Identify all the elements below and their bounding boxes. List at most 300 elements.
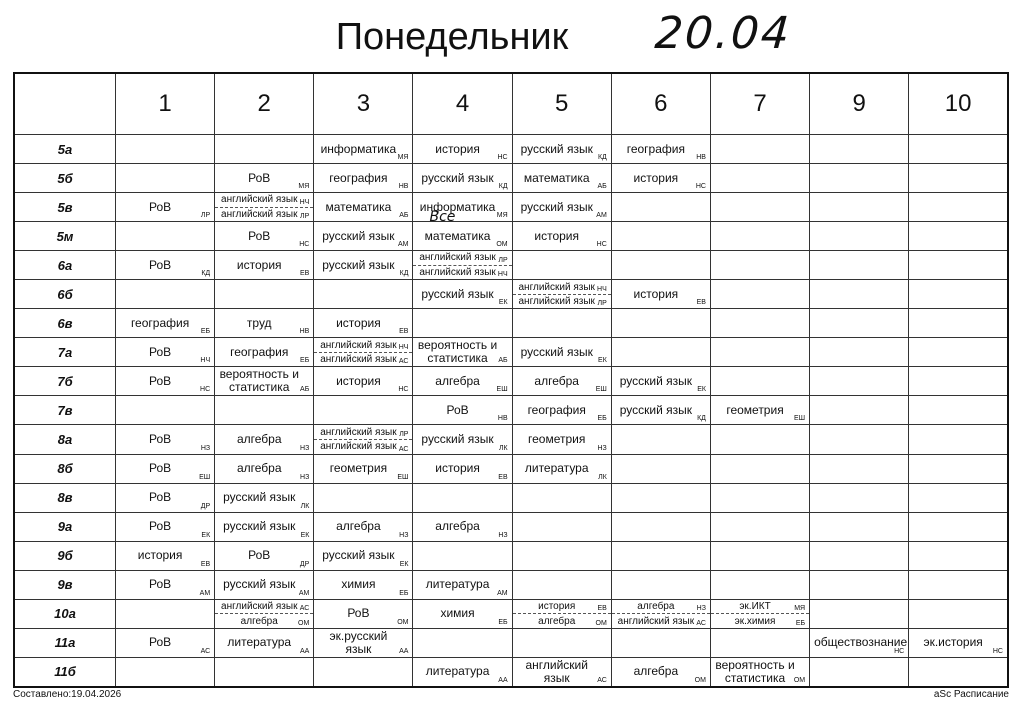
lesson-cell [314,628,413,657]
lesson-cell [512,164,611,193]
teacher-code: ЕК [498,299,508,307]
subject: литература [425,577,490,592]
teacher-code: АА [498,677,508,684]
subject: литература [425,664,490,679]
lesson-cell [611,280,710,309]
class-label: 10а [14,599,116,628]
subject: русский язык [520,199,593,214]
class-row [14,628,1008,657]
subject: информатика [320,141,397,156]
teacher-code: АБ [597,183,607,191]
teacher-code: МЯ [397,154,409,162]
class-row [14,280,1008,309]
teacher-code: НС [596,241,607,249]
teacher-code: ЕБ [300,357,310,365]
lesson-cell [314,541,413,570]
subject: алгебра [236,461,282,476]
teacher-code: АС [597,677,607,684]
lesson-cell [116,541,215,570]
subject: химия [440,606,475,621]
lesson-cell [710,222,809,251]
teacher-code: НЗ [597,444,607,452]
class-label: 8а [14,425,116,454]
teacher-code: АБ [498,357,508,365]
subject: алгебра [637,601,675,613]
lesson-cell [810,338,909,367]
class-label: 5м [14,222,116,251]
teacher-code: АМ [497,589,508,597]
subject: информатика [419,199,496,214]
teacher-code: НС [200,386,211,394]
teacher-code: ОМ [496,241,508,249]
lesson-cell [512,425,611,454]
teacher-code: ЛК [498,444,508,452]
lesson-cell [810,599,909,628]
lesson-cell [116,599,215,628]
subject: русский язык [619,373,692,388]
teacher-code: ЛР [300,213,310,221]
subject: русский язык [223,519,296,534]
lesson-cell [116,135,215,164]
teacher-code: ЕК [201,531,211,539]
lesson-cell [512,657,611,687]
subject: РоВ [149,490,172,505]
lesson-cell [512,193,611,222]
lesson-cell [810,135,909,164]
software-credit: aSc Расписание [933,689,1009,700]
subject: английский язык [320,441,397,453]
lesson-cell [116,570,215,599]
teacher-code: ЕК [300,531,310,539]
lesson-cell [611,657,710,687]
lesson-cell [909,396,1008,425]
subject: английский язык [221,194,298,206]
teacher-code: ЛР [200,212,211,220]
day-title: Понедельник [335,16,569,58]
subject: РоВ [149,519,172,534]
teacher-code: НС [299,241,310,249]
teacher-code: ЕВ [399,328,409,336]
lesson-cell [512,396,611,425]
lesson-cell [611,628,710,657]
lesson-cell [215,483,314,512]
lesson-cell [413,193,512,226]
lesson-cell [512,280,611,309]
class-label: 9а [14,512,116,541]
lesson-cell [413,454,512,483]
lesson-cell [413,309,512,338]
lesson-cell [512,512,611,541]
subject: РоВ [149,577,172,592]
period-header: 5 [512,73,611,135]
lesson-cell [909,599,1008,628]
lesson-cell [810,483,909,512]
subject: английский язык [320,339,397,351]
teacher-code: НС [992,647,1003,655]
lesson-cell [611,396,710,425]
lesson-cell [710,280,809,309]
lesson-cell [413,425,512,454]
subject: русский язык [520,141,593,156]
group-lesson [711,600,809,614]
lesson-cell [611,454,710,483]
lesson-cell [810,193,909,222]
lesson-cell [710,338,809,367]
lesson-cell [413,396,512,425]
teacher-code: АС [696,619,706,627]
lesson-cell [909,570,1008,599]
lesson-cell [116,164,215,193]
subject: русский язык [619,402,692,417]
lesson-cell [413,164,512,193]
period-header: 7 [710,73,809,135]
teacher-code: ЕК [399,560,409,568]
subject: английский язык [221,208,298,220]
lesson-cell [413,483,512,512]
subject: английский язык [518,281,595,293]
lesson-cell [116,657,215,687]
subject: русский язык [421,286,494,301]
lesson-cell [413,599,512,628]
lesson-cell [710,541,809,570]
group-lesson [215,600,313,614]
teacher-code: ЕБ [795,619,806,627]
lesson-cell [215,222,314,251]
group-lesson [314,425,412,439]
lesson-cell [314,135,413,164]
lesson-cell [710,483,809,512]
class-label: 8в [14,483,116,512]
teacher-code: ЛР [597,300,607,308]
subject: английский язык [419,252,496,264]
subject: литература [524,461,589,476]
lesson-cell [710,628,809,657]
lesson-cell [314,367,413,396]
lesson-cell [710,164,809,193]
lesson-cell [810,309,909,338]
teacher-code: НС [497,154,508,162]
lesson-cell [710,396,809,425]
teacher-code: АМ [298,589,310,597]
lesson-cell [710,309,809,338]
lesson-cell [215,657,314,687]
subject: история [435,141,480,156]
group-split [314,338,412,366]
subject: РоВ [149,344,172,359]
subject: РоВ [248,228,271,243]
teacher-code: ЕВ [597,605,607,613]
group-lesson [314,352,412,367]
lesson-cell [215,338,314,367]
lesson-cell [909,541,1008,570]
lesson-cell [116,338,215,367]
subject: математика [523,170,590,185]
subject: алгебра [435,519,480,534]
subject: математика [325,199,392,214]
period-header: 3 [314,73,413,135]
teacher-code: ЛР [399,431,409,438]
subject: алгебра [435,373,480,388]
lesson-cell [810,657,909,687]
group-lesson [215,613,313,628]
teacher-code: ЕШ [397,473,409,481]
lesson-cell [512,628,611,657]
teacher-code: ЕШ [199,473,211,481]
class-label: 8б [14,454,116,483]
lesson-cell [116,454,215,483]
lesson-cell [810,425,909,454]
lesson-cell [909,425,1008,454]
lesson-cell [909,193,1008,222]
subject: русский язык [421,431,494,446]
teacher-code: НЗ [696,605,706,613]
class-label: 5а [14,135,116,164]
lesson-cell [512,367,611,396]
lesson-cell [512,309,611,338]
class-row [14,193,1008,222]
subject: РоВ [149,461,172,476]
lesson-cell [909,338,1008,367]
subject: география [130,315,190,330]
compiled-date: Составлено:19.04.2026 [13,689,122,700]
subject: вероятность и статистика [715,657,795,685]
subject: эк.химия [734,615,776,627]
lesson-cell [710,251,809,280]
lesson-cell [810,570,909,599]
lesson-cell [710,570,809,599]
group-split [711,600,809,628]
subject: история [336,373,381,388]
class-row [14,367,1008,396]
subject: история [435,461,480,476]
subject: РоВ [149,635,172,650]
lesson-cell [909,309,1008,338]
period-header: 9 [810,73,909,135]
group-split [215,600,313,628]
class-row [14,570,1008,599]
lesson-cell [909,135,1008,164]
lesson-cell [314,222,413,251]
group-lesson [612,613,710,628]
period-header-row [14,73,1008,135]
period-header: 2 [215,73,314,135]
group-lesson [215,207,313,222]
teacher-code: КД [201,270,211,278]
page-title [0,12,1024,62]
teacher-code: АА [399,647,409,655]
class-row [14,396,1008,425]
lesson-cell [116,193,215,222]
lesson-cell [413,280,512,309]
lesson-cell [512,570,611,599]
lesson-cell [909,628,1008,657]
subject: математика [424,228,491,243]
lesson-cell [413,135,512,164]
group-lesson [513,280,611,294]
lesson-cell [512,483,611,512]
subject: эк.ИКТ [739,601,771,613]
subject: английский язык [320,354,397,366]
corner-cell [14,73,116,135]
lesson-cell [314,164,413,193]
class-label: 7б [14,367,116,396]
teacher-code: КД [597,154,607,162]
lesson-cell [314,483,413,512]
subject: РоВ [149,199,172,214]
subject: РоВ [149,431,172,446]
subject: РоВ [347,606,370,621]
class-row [14,512,1008,541]
subject: английский язык [617,615,695,627]
teacher-code: НВ [497,415,508,423]
teacher-code: НЗ [200,444,211,452]
lesson-cell [810,280,909,309]
group-split [513,600,611,628]
teacher-code: МЯ [794,605,806,613]
lesson-cell [710,425,809,454]
teacher-code: ЕВ [696,299,706,307]
lesson-cell [810,541,909,570]
lesson-cell [116,628,215,657]
teacher-code: НЧ [597,285,607,293]
subject: история [336,315,381,330]
lesson-cell [810,628,909,657]
subject: русский язык [322,548,395,563]
subject: история [534,228,580,243]
lesson-cell [116,425,215,454]
class-label: 7а [14,338,116,367]
subject: РоВ [248,170,271,185]
lesson-cell [512,135,611,164]
teacher-code: ЕВ [200,560,211,568]
subject: история [137,548,183,563]
lesson-cell [413,570,512,599]
subject: история [633,170,679,185]
teacher-code: КД [399,270,409,278]
lesson-cell [710,193,809,222]
lesson-cell [909,251,1008,280]
group-lesson [513,294,611,309]
lesson-cell [116,251,215,280]
class-label: 6а [14,251,116,280]
group-lesson [215,193,313,207]
teacher-code: ЛК [300,502,310,510]
timetable [13,72,1009,688]
lesson-cell [215,280,314,309]
teacher-code: МЯ [298,183,310,191]
subject: русский язык [421,170,494,185]
lesson-cell [512,599,611,628]
subject: история [538,601,576,613]
handwritten-note: Все [429,209,456,226]
teacher-code: ЕК [598,357,607,365]
subject: алгебра [240,615,278,627]
teacher-code: ЕШ [794,415,806,423]
teacher-code: ОМ [694,677,706,684]
subject: геометрия [329,461,388,476]
lesson-cell [215,570,314,599]
lesson-cell [909,164,1008,193]
lesson-cell [909,512,1008,541]
group-split [413,251,511,279]
lesson-cell [413,367,512,396]
subject: география [626,141,685,156]
lesson-cell [314,454,413,483]
lesson-cell [710,367,809,396]
class-row [14,309,1008,338]
lesson-cell [512,454,611,483]
teacher-code: ОМ [298,619,310,627]
subject: русский язык [520,344,593,359]
subject: алгебра [336,519,381,534]
teacher-code: НВ [398,183,409,191]
lesson-cell [314,280,413,309]
lesson-cell [909,657,1008,687]
subject: эк.русский язык [329,628,388,656]
teacher-code: ЕБ [399,589,409,597]
lesson-cell [611,570,710,599]
teacher-code: ОМ [793,677,806,684]
subject: РоВ [446,402,469,417]
teacher-code: КД [498,183,508,191]
lesson-cell [810,454,909,483]
lesson-cell [215,251,314,280]
group-split [612,600,710,628]
lesson-cell [215,396,314,425]
class-row [14,251,1008,280]
group-lesson [513,600,611,614]
period-header: 6 [611,73,710,135]
teacher-code: АС [398,358,409,366]
teacher-code: ЕВ [498,473,508,481]
teacher-code: АС [398,445,409,453]
lesson-cell [413,657,512,687]
class-row [14,222,1008,251]
teacher-code: ОМ [595,619,607,627]
teacher-code: АС [200,647,211,655]
class-label: 9б [14,541,116,570]
lesson-cell [611,164,710,193]
lesson-cell [611,193,710,222]
group-lesson [513,613,611,628]
subject: алгебра [534,373,579,388]
lesson-cell [810,512,909,541]
lesson-cell [215,367,314,396]
teacher-code: ДР [200,502,211,510]
lesson-cell [512,338,611,367]
teacher-code: НЗ [300,473,310,481]
teacher-code: АБ [300,386,310,394]
lesson-cell [116,280,215,309]
subject: химия [341,577,376,592]
lesson-cell [215,425,314,454]
lesson-cell [215,541,314,570]
class-row [14,135,1008,164]
teacher-code: ОМ [397,618,409,626]
subject: английский язык [221,601,298,613]
subject: география [230,344,289,359]
lesson-cell [611,251,710,280]
lesson-cell [611,309,710,338]
lesson-cell [215,135,314,164]
subject: английский язык [320,426,397,438]
lesson-cell [710,512,809,541]
teacher-code: НЗ [498,531,508,539]
period-header: 10 [909,73,1008,135]
class-label: 7в [14,396,116,425]
lesson-cell [512,541,611,570]
group-lesson [612,600,710,614]
